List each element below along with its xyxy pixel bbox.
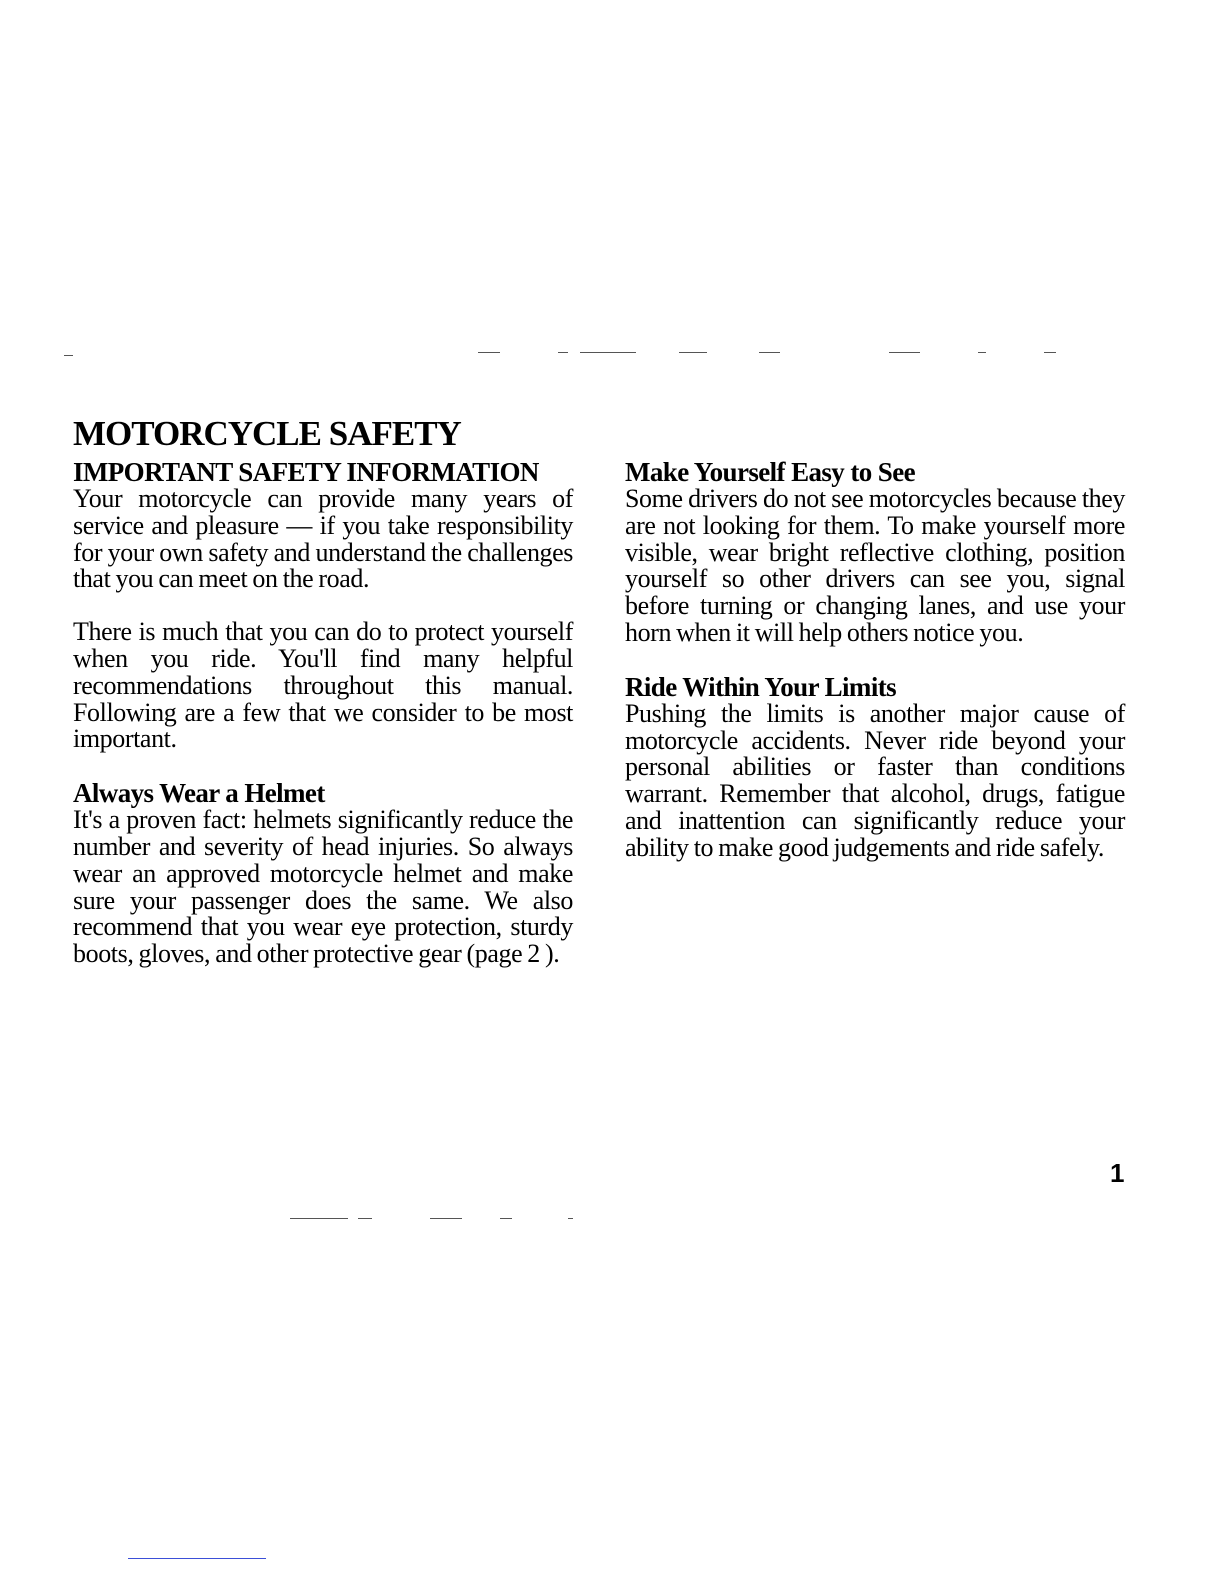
important-safety-heading: IMPORTANT SAFETY INFORMATION — [73, 457, 539, 487]
footer-rule — [128, 1558, 266, 1559]
visibility-section — [625, 458, 1125, 647]
limits-paragraph: Pushing the limits is another major cause of motorcycle accidents. Never ride beyond your personal abilities or faster than conditions warrant. Remember that alcohol, drugs, fatigue and inattention can significantly reduce your ability to make good judgements and ride safely. — [625, 698, 1125, 862]
helmet-paragraph: It's a proven fact: helmets significantly reduce the number and severity of head injuries. So always wear an approved motorcycle helmet and make sure your passenger does the same. We also recommend that you wear eye protection, sturdy boots, gloves, and other protective gear (page 2 ). — [73, 805, 573, 969]
page-number: 1 — [1110, 1158, 1125, 1188]
left-column — [73, 458, 573, 968]
helmet-section — [73, 779, 573, 968]
limits-section — [625, 673, 1125, 862]
limits-heading: Ride Within Your Limits — [625, 671, 897, 702]
important-safety-section — [73, 458, 573, 753]
page-title: MOTORCYCLE SAFETY — [73, 414, 461, 453]
right-column — [625, 458, 1125, 862]
visibility-paragraph: Some drivers do not see motorcycles because they are not looking for them. To make yourself more visible, wear bright reflective clothing, position yourself so other drivers can see you, signal before turning or changing lanes, and use your horn when it will help others notice you. — [625, 484, 1125, 647]
helmet-heading: Always Wear a Helmet — [73, 778, 325, 809]
visibility-heading: Make Yourself Easy to See — [625, 457, 915, 487]
intro-paragraph: Your motorcycle can provide many years of service and pleasure — if you take responsibility for your own safety and understand the challenges that you can meet on the road. — [73, 484, 573, 594]
recommendations-paragraph: There is much that you can do to protect yourself when you ride. You'll find many helpful recommendations throughout this manual. Following are a few that we consider to be most important. — [73, 617, 573, 754]
